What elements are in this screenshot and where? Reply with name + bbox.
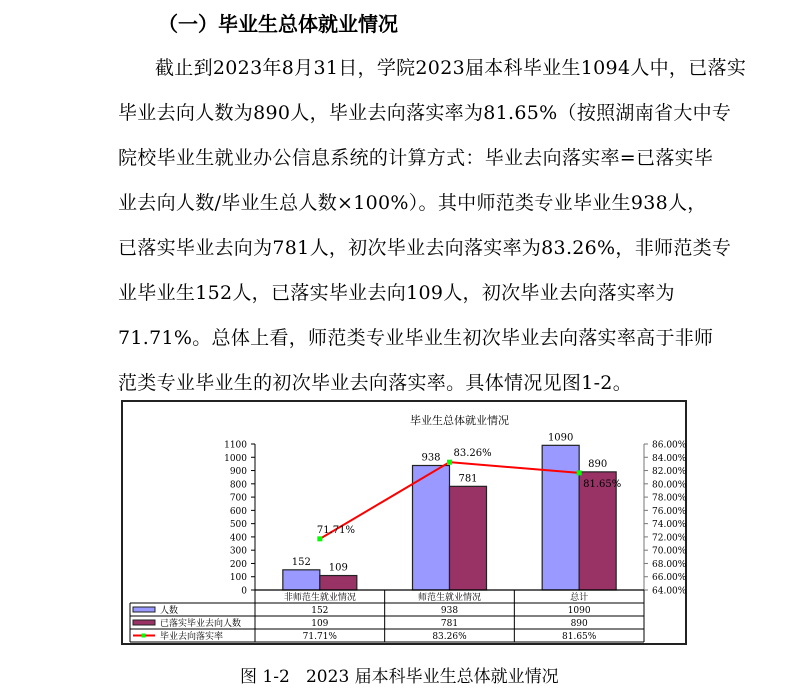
paragraph-line: 院校毕业生就业办公信息系统的计算方式：毕业去向落实率=已落实毕 (118, 147, 714, 169)
left-axis-label: 1000 (224, 453, 247, 464)
bar-total (283, 570, 320, 590)
chart-title: 毕业生总体就业情况 (410, 414, 509, 427)
section-heading: （一）毕业生总体就业情况 (158, 12, 398, 36)
table-cell: 109 (311, 619, 329, 629)
right-axis-label: 74.00% (652, 520, 687, 531)
left-axis-label: 800 (229, 480, 247, 491)
right-axis-label: 70.00% (652, 546, 687, 557)
right-axis-label: 72.00% (652, 533, 687, 544)
legend-label: 已落实毕业去向人数 (160, 619, 242, 629)
bar-placed (320, 576, 357, 590)
body-paragraph (118, 52, 747, 412)
table-header: 非师范生就业情况 (283, 593, 356, 603)
table-cell: 781 (440, 619, 459, 629)
bar-total (542, 445, 579, 590)
right-axis-label: 80.00% (652, 480, 687, 491)
rate-marker (447, 460, 452, 465)
left-axis-label: 500 (229, 520, 247, 531)
legend-key-total (133, 607, 155, 612)
paragraph-line: 71.71%。总体上看，师范类专业毕业生初次毕业去向落实率高于非师 (118, 327, 714, 349)
table-cell: 83.26% (432, 632, 467, 642)
figure-caption: 图 1-2 2023 届本科毕业生总体就业情况 (240, 667, 559, 687)
legend-key-rate-marker (142, 634, 146, 638)
left-axis-label: 700 (229, 493, 247, 504)
table-header: 总计 (570, 593, 589, 603)
paragraph-line: 已落实毕业去向为781人，初次毕业去向落实率为83.26%，非师范类专 (118, 237, 732, 259)
left-axis-label: 900 (229, 467, 247, 478)
right-axis-label: 86.00% (652, 440, 687, 451)
rate-value-label: 81.65% (583, 478, 622, 490)
rate-marker (577, 470, 582, 475)
table-cell: 71.71% (302, 632, 337, 642)
right-axis-label: 82.00% (652, 467, 687, 478)
table-cell: 152 (311, 606, 329, 616)
legend-label: 人数 (160, 606, 179, 616)
right-axis-label: 66.00% (652, 573, 687, 584)
left-axis-label: 600 (229, 506, 247, 517)
chart-canvas (123, 402, 689, 647)
legend-label: 毕业去向落实率 (160, 632, 224, 642)
table-cell: 1090 (567, 606, 591, 616)
left-axis-label: 400 (229, 533, 247, 544)
legend-key-placed (133, 620, 155, 625)
right-axis-label: 68.00% (652, 559, 687, 570)
left-axis-label: 1100 (224, 440, 247, 451)
left-axis-label: 100 (229, 573, 247, 584)
bar-value-label: 938 (421, 452, 441, 464)
rate-marker (317, 536, 322, 541)
table-cell: 938 (440, 606, 459, 616)
paragraph-line: 毕业去向人数为890人，毕业去向落实率为81.65%（按照湖南省大中专 (118, 102, 732, 124)
rate-value-label: 71.71% (316, 524, 355, 536)
bar-value-label: 109 (328, 562, 348, 574)
right-axis-label: 78.00% (652, 493, 687, 504)
bar-value-label: 152 (291, 556, 311, 568)
rate-value-label: 83.26% (453, 448, 492, 460)
bar-value-label: 781 (458, 473, 478, 485)
table-cell: 890 (570, 619, 588, 629)
right-axis-label: 64.00% (652, 586, 687, 597)
employment-chart (121, 400, 687, 645)
bar-total (413, 466, 450, 590)
paragraph-line: 截止到2023年8月31日，学院2023届本科毕业生1094人中，已落实 (155, 57, 747, 79)
right-axis-label: 84.00% (652, 453, 687, 464)
paragraph-line: 业去向人数/毕业生总人数×100%）。其中师范类专业毕业生938人， (118, 192, 707, 214)
table-cell: 81.65% (562, 632, 597, 642)
paragraph-line: 业毕业生152人，已落实毕业去向109人，初次毕业去向落实率为 (118, 282, 675, 304)
right-axis-label: 76.00% (652, 506, 687, 517)
paragraph-line: 范类专业毕业生的初次毕业去向落实率。具体情况见图1-2。 (118, 372, 632, 394)
left-axis-label: 0 (241, 586, 247, 597)
bar-value-label: 1090 (547, 432, 574, 444)
bar-value-label: 890 (588, 458, 608, 470)
bar-placed (450, 486, 487, 590)
left-axis-label: 300 (229, 546, 247, 557)
table-header: 师范生就业情况 (417, 593, 482, 603)
left-axis-label: 200 (229, 559, 247, 570)
